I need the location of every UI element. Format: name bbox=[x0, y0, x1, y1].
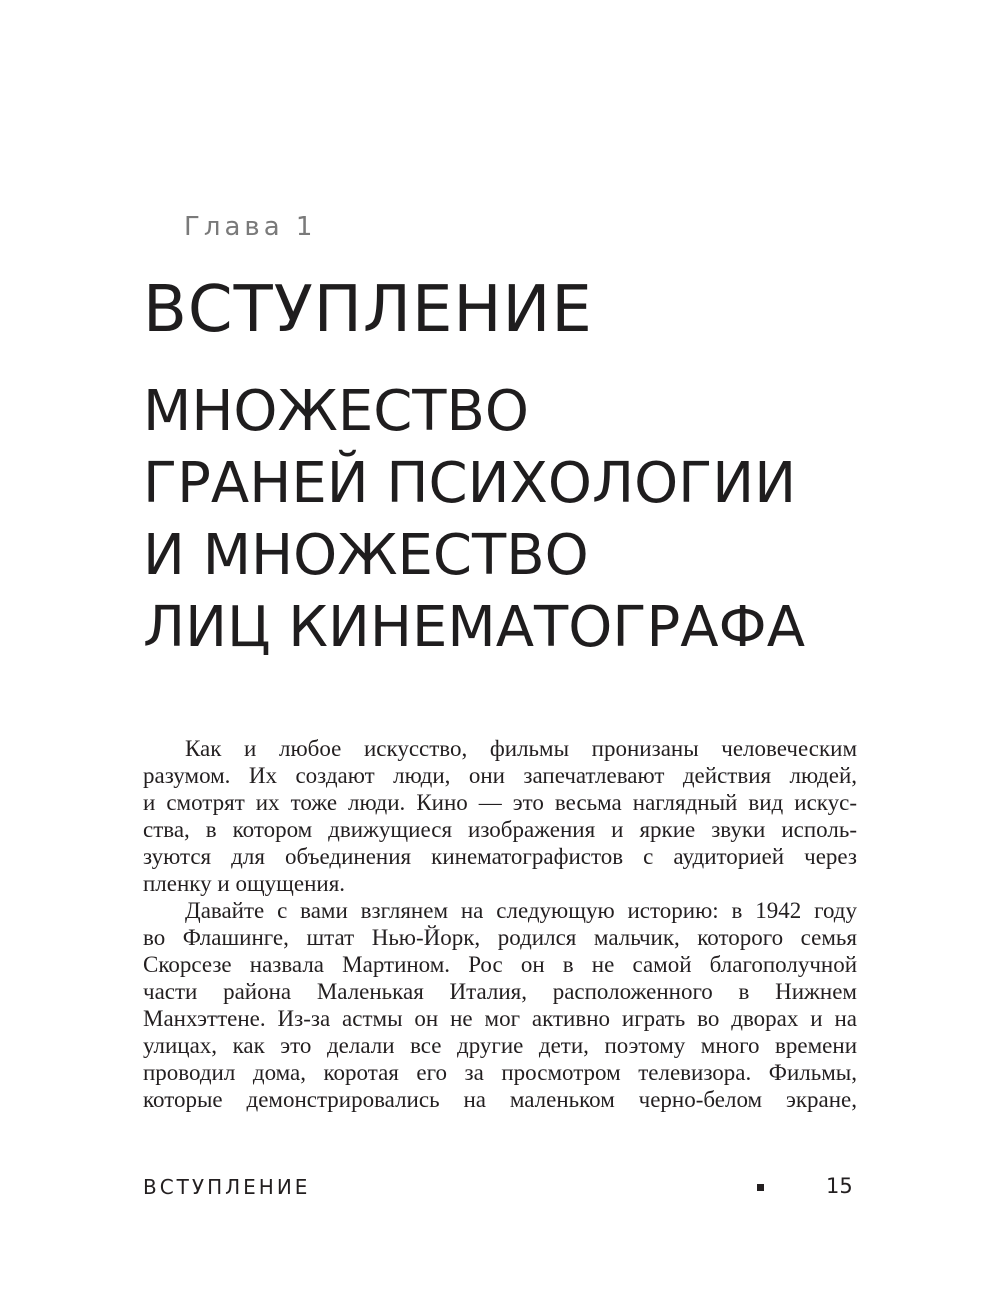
text-line: во Флашинге, штат Нью-Йорк, родился мальчик, которого семья bbox=[143, 925, 857, 950]
text-line: Манхэттене. Из-за астмы он не мог активно играть во дворах и на bbox=[143, 1006, 857, 1031]
text-line: разумом. Их создают люди, они запечатлевают действия людей, bbox=[143, 763, 857, 788]
footer-bullet-icon bbox=[757, 1184, 764, 1191]
text-line: ства, в котором движущиеся изображения и яркие звуки исполь- bbox=[143, 817, 857, 842]
chapter-title: ВСТУПЛЕНИЕ bbox=[143, 273, 593, 347]
chapter-subtitle bbox=[143, 376, 805, 664]
text-line: проводил дома, коротая его за просмотром телевизора. Фильмы, bbox=[143, 1060, 857, 1085]
subtitle-line: ЛИЦ КИНЕМАТОГРАФА bbox=[143, 595, 806, 660]
running-title: ВСТУПЛЕНИЕ bbox=[143, 1175, 311, 1199]
text-line: части района Маленькая Италия, расположенного в Нижнем bbox=[143, 979, 857, 1004]
text-line: пленку и ощущения. bbox=[143, 871, 346, 896]
text-line: Давайте с вами взглянем на следующую историю: в 1942 году bbox=[185, 898, 857, 923]
text-line: Скорсезе назвала Мартином. Рос он в не самой благополучной bbox=[143, 952, 857, 977]
subtitle-line: ГРАНЕЙ ПСИХОЛОГИИ bbox=[143, 451, 797, 516]
page-number: 15 bbox=[826, 1174, 853, 1198]
body-text bbox=[143, 735, 857, 1113]
subtitle-line: И МНОЖЕСТВО bbox=[143, 523, 589, 588]
subtitle-line: МНОЖЕСТВО bbox=[143, 379, 530, 444]
text-line: улицах, как это делали все другие дети, поэтому много времени bbox=[143, 1033, 857, 1058]
text-line: зуются для объединения кинематографистов с аудиторией через bbox=[143, 844, 857, 869]
text-line: и смотрят их тоже люди. Кино — это весьма наглядный вид искус- bbox=[143, 790, 857, 815]
text-line: Как и любое искусство, фильмы пронизаны человеческим bbox=[185, 736, 857, 761]
text-line: которые демонстрировались на маленьком черно-белом экране, bbox=[143, 1087, 857, 1112]
paragraph-1 bbox=[143, 735, 857, 897]
chapter-label: Глава 1 bbox=[184, 212, 317, 242]
paragraph-2 bbox=[143, 897, 857, 1113]
